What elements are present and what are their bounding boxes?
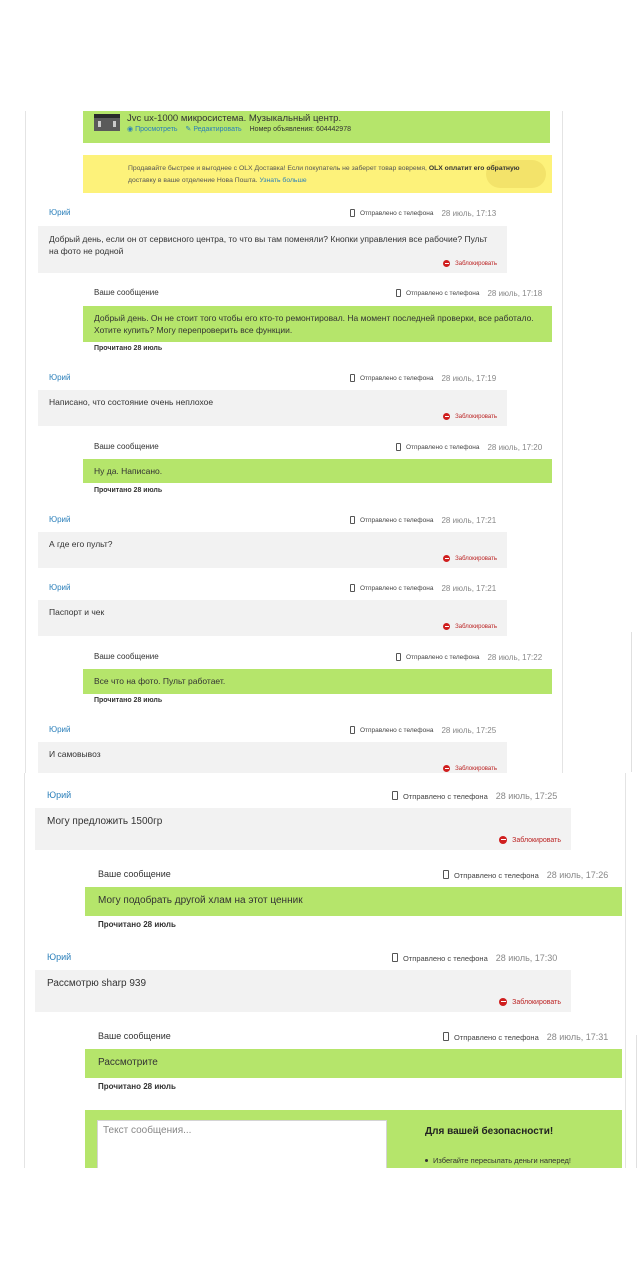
stop-icon: [443, 260, 450, 267]
message-bubble: [85, 887, 622, 916]
message-meta: Отправлено с телефона 28 июль, 17:22: [396, 653, 542, 662]
message-input[interactable]: [97, 1120, 387, 1168]
message-text: Рассмотрю sharp 939: [47, 978, 147, 989]
message-text: Паспорт и чек: [49, 607, 105, 617]
block-button[interactable]: Заблокировать: [443, 623, 497, 630]
message-bubble: [85, 1049, 622, 1078]
block-button[interactable]: Заблокировать: [443, 555, 497, 562]
message-meta: Отправлено с телефона 28 июль, 17:21: [350, 584, 496, 593]
phone-icon: [350, 374, 355, 382]
message-time: 28 июль, 17:20: [487, 443, 543, 452]
block-button[interactable]: Заблокировать: [443, 260, 497, 267]
message-bubble: [35, 808, 571, 850]
block-button[interactable]: Заблокировать: [499, 998, 561, 1006]
promo-text: Продавайте быстрее и выгоднее с OLX Доставка! Если покупатель не заберет товар вовремя,: [128, 165, 429, 172]
message-text: И самовывоз: [49, 749, 101, 759]
message-author[interactable]: Юрий: [49, 515, 71, 524]
message-text: Добрый день, если он от сервисного центра, то что вы там поменяли? Кнопки управления все рабочие? Пульт на фото не родной: [49, 234, 488, 256]
message-input-placeholder: Текст сообщения...: [103, 1125, 192, 1136]
listing-thumbnail[interactable]: [94, 114, 120, 131]
message-text: Добрый день. Он не стоит того чтобы его кто-то ремонтировал. На момент последней проверки, все работало. Хотите купить? Могу перепроверить все функции.: [94, 313, 534, 335]
block-button[interactable]: Заблокировать: [443, 413, 497, 420]
message-bubble: [38, 390, 507, 426]
your-message-label: Ваше сообщение: [94, 288, 159, 297]
block-button[interactable]: Заблокировать: [443, 765, 497, 772]
message-meta: Отправлено с телефона 28 июль, 17:30: [392, 953, 557, 963]
chat-section-2: [24, 773, 626, 1168]
message-text: Ну да. Написано.: [94, 466, 163, 476]
message-author[interactable]: Юрий: [47, 952, 72, 962]
message-time: 28 июль, 17:31: [546, 1032, 609, 1042]
listing-title[interactable]: Jvc ux-1000 микросистема. Музыкальный центр.: [127, 113, 342, 124]
stop-icon: [499, 998, 507, 1006]
message-bubble: [38, 532, 507, 568]
phone-icon: [350, 209, 355, 217]
phone-icon: [350, 726, 355, 734]
stop-icon: [443, 413, 450, 420]
message-time: 28 июль, 17:26: [546, 870, 609, 880]
message-author[interactable]: Юрий: [47, 790, 72, 800]
message-time: 28 июль, 17:30: [495, 953, 558, 963]
listing-header: [83, 111, 550, 143]
message-meta: Отправлено с телефона 28 июль, 17:21: [350, 516, 496, 525]
phone-icon: [443, 1032, 449, 1041]
message-bubble: [35, 970, 571, 1012]
block-button[interactable]: Заблокировать: [499, 836, 561, 844]
phone-icon: [396, 443, 401, 451]
message-text: А где его пульт?: [49, 539, 113, 549]
read-status: Прочитано 28 июль: [98, 920, 176, 929]
stop-icon: [443, 623, 450, 630]
message-bubble: [83, 459, 552, 483]
phone-icon: [443, 870, 449, 879]
message-bubble: [38, 600, 507, 636]
message-text: Все что на фото. Пульт работает.: [94, 676, 226, 686]
message-author[interactable]: Юрий: [49, 208, 71, 217]
message-time: 28 июль, 17:21: [441, 516, 497, 525]
chat-section-1: [25, 111, 563, 773]
message-bubble: [83, 669, 552, 694]
message-bubble: [83, 306, 552, 342]
your-message-label: Ваше сообщение: [98, 1031, 171, 1041]
message-text: Рассмотрите: [98, 1057, 158, 1068]
message-text: Могу предложить 1500гр: [47, 816, 163, 827]
your-message-label: Ваше сообщение: [94, 442, 159, 451]
message-author[interactable]: Юрий: [49, 373, 71, 382]
phone-icon: [392, 791, 398, 800]
message-time: 28 июль, 17:25: [441, 726, 497, 735]
message-meta: Отправлено с телефона 28 июль, 17:19: [350, 374, 496, 383]
message-bubble: [38, 742, 507, 773]
read-status: Прочитано 28 июль: [98, 1082, 176, 1091]
message-author[interactable]: Юрий: [49, 583, 71, 592]
safety-tip: Избегайте пересылать деньги наперед!: [433, 1156, 571, 1165]
view-link[interactable]: ◉ Просмотреть: [127, 126, 178, 133]
read-status: Прочитано 28 июль: [94, 487, 163, 494]
your-message-label: Ваше сообщение: [94, 652, 159, 661]
promo-text-2: доставку в ваше отделение Нова Пошта.: [128, 177, 260, 184]
your-message-label: Ваше сообщение: [98, 869, 171, 879]
message-time: 28 июль, 17:18: [487, 289, 543, 298]
phone-icon: [350, 516, 355, 524]
compose-panel: [85, 1110, 622, 1168]
pencil-icon: ✎: [185, 126, 194, 133]
message-author[interactable]: Юрий: [49, 725, 71, 734]
stop-icon: [443, 765, 450, 772]
message-time: 28 июль, 17:13: [441, 209, 497, 218]
phone-icon: [396, 289, 401, 297]
message-time: 28 июль, 17:19: [441, 374, 497, 383]
stop-icon: [499, 836, 507, 844]
message-time: 28 июль, 17:25: [495, 791, 558, 801]
eye-icon: ◉: [127, 126, 136, 133]
edit-link[interactable]: ✎ Редактировать: [185, 126, 242, 133]
message-bubble: [38, 226, 507, 273]
promo-bold: OLX оплатит его обратную: [428, 165, 520, 172]
message-meta: Отправлено с телефона 28 июль, 17:26: [443, 870, 608, 880]
message-meta: Отправлено с телефона 28 июль, 17:18: [396, 289, 542, 298]
message-meta: Отправлено с телефона 28 июль, 17:20: [396, 443, 542, 452]
phone-icon: [396, 653, 401, 661]
read-status: Прочитано 28 июль: [94, 697, 163, 704]
learn-more-link[interactable]: Узнать больше: [259, 177, 307, 184]
message-meta: Отправлено с телефона 28 июль, 17:25: [392, 791, 557, 801]
safety-title: Для вашей безопасности!: [425, 1126, 554, 1137]
message-time: 28 июль, 17:21: [441, 584, 497, 593]
ad-number: Номер объявления: 604442978: [249, 126, 351, 133]
message-text: Написано, что состояние очень неплохое: [49, 397, 214, 407]
stop-icon: [443, 555, 450, 562]
message-meta: Отправлено с телефона 28 июль, 17:13: [350, 209, 496, 218]
message-time: 28 июль, 17:22: [487, 653, 543, 662]
olx-delivery-banner: [83, 155, 552, 193]
message-meta: Отправлено с телефона 28 июль, 17:25: [350, 726, 496, 735]
phone-icon: [350, 584, 355, 592]
read-status: Прочитано 28 июль: [94, 345, 163, 352]
phone-icon: [392, 953, 398, 962]
message-meta: Отправлено с телефона 28 июль, 17:31: [443, 1032, 608, 1042]
message-text: Могу подобрать другой хлам на этот ценник: [98, 895, 303, 906]
